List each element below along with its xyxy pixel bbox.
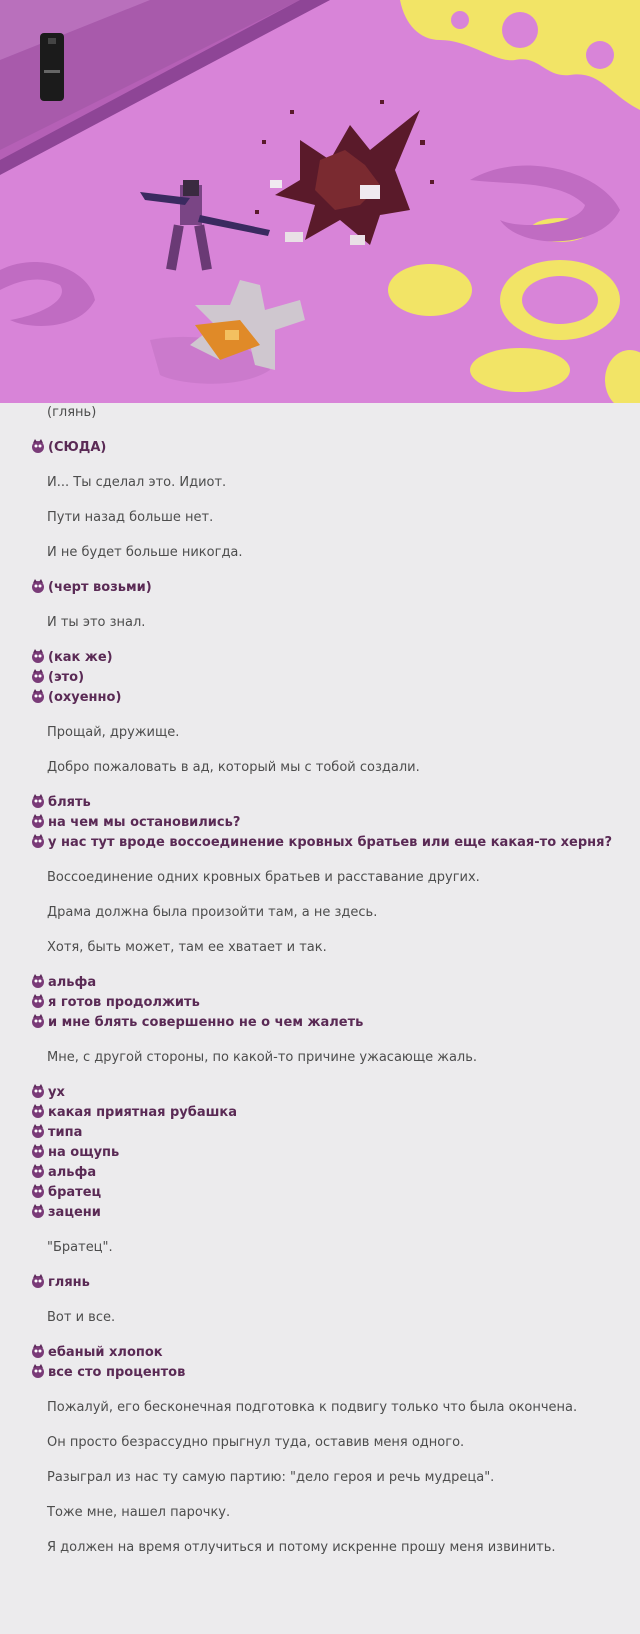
line-text: я готов продолжить — [48, 995, 200, 1010]
chat-line — [30, 1343, 163, 1363]
line-text: какая приятная рубашка — [48, 1105, 238, 1120]
line-text: (охуенно) — [48, 690, 122, 705]
imp-head-icon — [30, 793, 46, 809]
line-text: Разыграл из нас ту самую партию: "дело героя и речь мудреца". — [47, 1470, 495, 1485]
line-text: Он просто безрассудно прыгнул туда, оставив меня одного. — [47, 1435, 465, 1450]
line-text: на ощупь — [48, 1145, 120, 1160]
narration-line — [47, 1538, 556, 1558]
narration-line — [47, 1398, 577, 1418]
imp-head-icon — [30, 1013, 46, 1029]
imp-head-icon — [30, 1343, 46, 1359]
narration-line — [47, 1503, 230, 1523]
line-text: Хотя, быть может, там ее хватает и так. — [47, 940, 327, 955]
narration-line — [47, 613, 145, 633]
line-text: Драма должна была произойти там, а не здесь. — [47, 905, 378, 920]
imp-head-icon — [30, 648, 46, 664]
line-text: И ты это знал. — [47, 615, 146, 630]
chat-line — [30, 688, 121, 708]
line-text: Пожалуй, его бесконечная подготовка к подвигу только что была окончена. — [47, 1400, 578, 1415]
imp-head-icon — [30, 688, 46, 704]
chat-line — [30, 813, 240, 833]
line-text: (глянь) — [47, 405, 97, 420]
narration-line — [47, 1433, 464, 1453]
line-text: альфа — [48, 975, 97, 990]
narration-line — [47, 473, 226, 493]
chat-line — [30, 1363, 185, 1383]
chat-line — [30, 833, 612, 853]
narration-line — [47, 1308, 115, 1328]
line-text: ух — [48, 1085, 65, 1100]
line-text: Прощай, дружище. — [47, 725, 180, 740]
line-text: (черт возьми) — [48, 580, 152, 595]
line-text: и мне блять совершенно не о чем жалеть — [48, 1015, 364, 1030]
chat-line — [30, 668, 84, 688]
line-text: ебаный хлопок — [48, 1345, 163, 1360]
line-text: все сто процентов — [48, 1365, 186, 1380]
scene-art — [0, 0, 640, 403]
narration-line — [47, 403, 96, 423]
line-text: типа — [48, 1125, 83, 1140]
line-text: Я должен на время отлучиться и потому искренне прошу меня извинить. — [47, 1540, 556, 1555]
imp-head-icon — [30, 1143, 46, 1159]
narration-line — [47, 1238, 113, 1258]
imp-head-icon — [30, 833, 46, 849]
narration-line — [47, 758, 420, 778]
narration-line — [47, 868, 480, 888]
chat-line — [30, 793, 91, 813]
line-text: И... Ты сделал это. Идиот. — [47, 475, 227, 490]
chat-line — [30, 1143, 119, 1163]
imp-head-icon — [30, 1363, 46, 1379]
narration-line — [47, 903, 377, 923]
narration-line — [47, 508, 213, 528]
imp-head-icon — [30, 993, 46, 1009]
chat-line — [30, 648, 113, 668]
line-text: (как же) — [48, 650, 113, 665]
narration-line — [47, 1468, 494, 1488]
imp-head-icon — [30, 1103, 46, 1119]
narration-line — [47, 1048, 477, 1068]
imp-head-icon — [30, 973, 46, 989]
chat-line — [30, 973, 96, 993]
chat-line — [30, 1203, 101, 1223]
imp-head-icon — [30, 1123, 46, 1139]
imp-head-icon — [30, 1083, 46, 1099]
imp-head-icon — [30, 438, 46, 454]
line-text: глянь — [48, 1275, 90, 1290]
imp-head-icon — [30, 578, 46, 594]
chat-line — [30, 1013, 363, 1033]
dialogue-log — [0, 403, 640, 1634]
line-text: (это) — [48, 670, 85, 685]
line-text: братец — [48, 1185, 102, 1200]
line-text: (СЮДА) — [48, 440, 107, 455]
line-text: Пути назад больше нет. — [47, 510, 214, 525]
chat-line — [30, 1123, 82, 1143]
imp-head-icon — [30, 1163, 46, 1179]
boss-totem-icon — [40, 33, 64, 101]
line-text: Вот и все. — [47, 1310, 116, 1325]
narration-line — [47, 723, 179, 743]
imp-head-icon — [30, 1203, 46, 1219]
line-text: "Братец". — [47, 1240, 113, 1255]
imp-head-icon — [30, 1273, 46, 1289]
chat-line — [30, 1083, 65, 1103]
chat-line — [30, 438, 106, 458]
imp-head-icon — [30, 1183, 46, 1199]
game-scene — [0, 0, 640, 403]
line-text: блять — [48, 795, 91, 810]
line-text: Добро пожаловать в ад, который мы с тобой создали. — [47, 760, 420, 775]
imp-head-icon — [30, 813, 46, 829]
chat-line — [30, 1183, 101, 1203]
chat-line — [30, 1103, 237, 1123]
imp-head-icon — [30, 668, 46, 684]
narration-line — [47, 938, 327, 958]
chat-line — [30, 993, 200, 1013]
line-text: зацени — [48, 1205, 101, 1220]
chat-line — [30, 578, 152, 598]
line-text: Воссоединение одних кровных братьев и расставание других. — [47, 870, 480, 885]
line-text: Мне, с другой стороны, по какой-то причине ужасающе жаль. — [47, 1050, 478, 1065]
line-text: у нас тут вроде воссоединение кровных братьев или еще какая-то херня? — [48, 835, 613, 850]
chat-line — [30, 1273, 90, 1293]
line-text: Тоже мне, нашел парочку. — [47, 1505, 231, 1520]
narration-line — [47, 543, 243, 563]
line-text: альфа — [48, 1165, 97, 1180]
line-text: И не будет больше никогда. — [47, 545, 243, 560]
line-text: на чем мы остановились? — [48, 815, 241, 830]
chat-line — [30, 1163, 96, 1183]
